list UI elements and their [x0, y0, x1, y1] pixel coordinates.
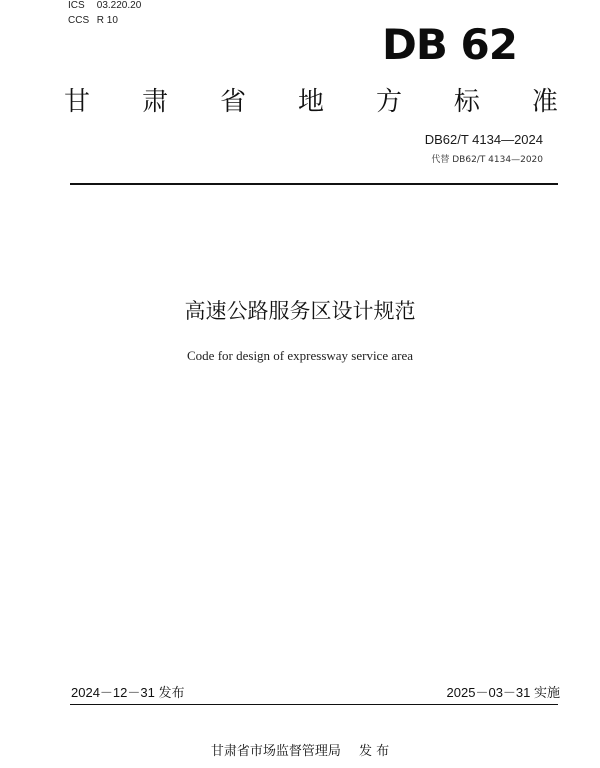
- effective-date: 2025－03－31 实施: [446, 685, 560, 700]
- standard-type-char: 方: [375, 87, 402, 117]
- document-title-cn: 高速公路服务区设计规范: [184, 299, 416, 323]
- standard-type-char: 地: [297, 87, 324, 117]
- publisher-name: 甘肃省市场监督管理局: [210, 744, 341, 759]
- publisher-line: [0, 743, 600, 761]
- top-divider: [70, 183, 558, 185]
- standard-type-heading: [64, 82, 558, 122]
- document-title-en: Code for design of expressway service area: [187, 348, 413, 363]
- ics-classification: [68, 0, 141, 12]
- ccs-classification: [68, 15, 118, 27]
- db-province-mark: DB 62: [382, 20, 517, 69]
- standard-type-char: 肃: [141, 87, 168, 117]
- standard-type-char: 甘: [64, 87, 91, 117]
- publisher-action: 发 布: [358, 744, 390, 759]
- ccs-code: R 10: [96, 15, 118, 26]
- replaces-note: 代替 DB62/T 4134—2020: [431, 155, 543, 165]
- standard-type-char: 省: [219, 87, 246, 117]
- issue-date: 2024－12－31 发布: [71, 685, 185, 700]
- standard-type-char: 标: [453, 87, 480, 117]
- bottom-divider: [70, 704, 558, 705]
- ics-code: 03.220.20: [96, 0, 142, 11]
- standard-number: DB62/T 4134—2024: [424, 132, 543, 147]
- standard-type-char: 准: [531, 87, 558, 117]
- ics-label: ICS: [68, 0, 85, 11]
- ccs-label: CCS: [68, 15, 90, 26]
